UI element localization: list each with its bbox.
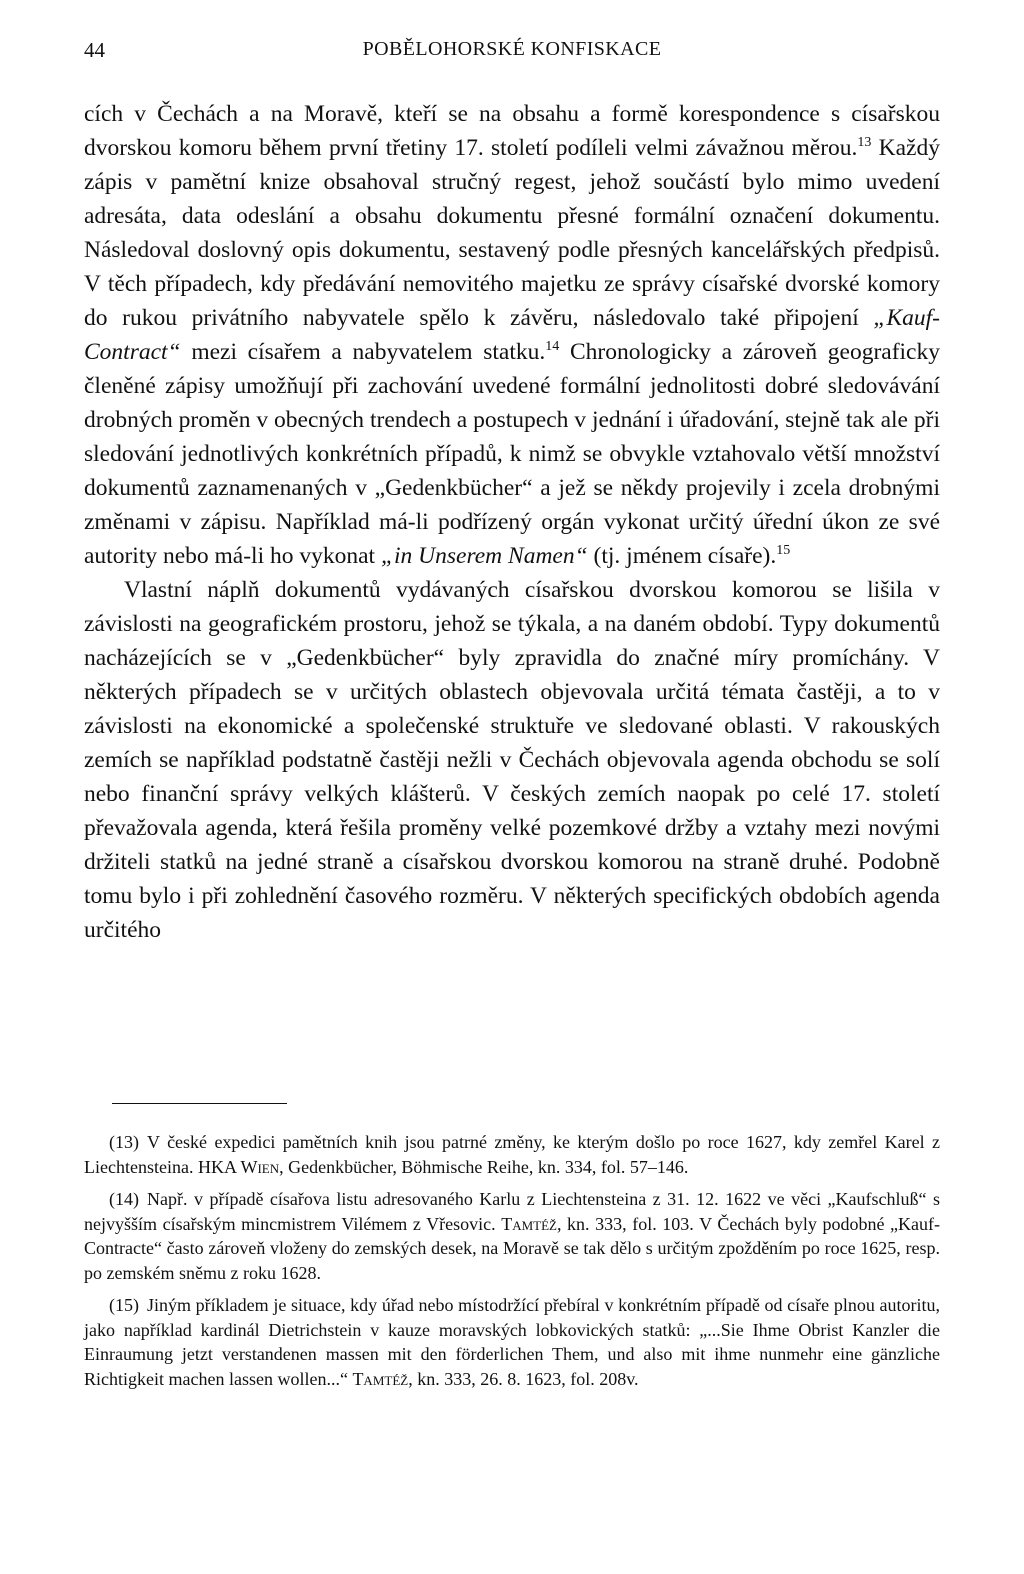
footnotes xyxy=(84,1130,940,1399)
running-head xyxy=(84,38,940,68)
paragraph-2: Vlastní náplň dokumentů vydávaných císařskou dvorskou komorou se lišila v závislosti na geografickém prostoru, jehož se týkala, a na daném období. Typy dokumentů nacházejících se v „Gedenkbücher“ byly zpravidla do značné míry promíchány. V některých případech se v určitých oblastech objevovala určitá témata častěji, a to v závislosti na ekonomické a společenské struktuře ve sledované oblasti. V rakouských zemích se například podstatně častěji nežli v Čechách objevovala agenda obchodu se solí nebo finanční správy velkých klášterů. V českých zemích naopak po celé 17. století převažovala agenda, která řešila proměny velké pozemkové držby a vztahy mezi novými držiteli statků na jedné straně a císařskou dvorskou komorou na straně druhé. Podobně tomu bylo i při zohlednění časového rozměru. V některých specifických obdobích agenda určitého xyxy=(84,577,940,943)
footnote-text: Jiným příkladem je situace, kdy úřad nebo místodržící přebíral v konkrétním případě od císaře plnou autoritu, jako například kardinál Dietrichstein v kauze moravských lobkovických statků: „...Sie Ihme Obrist Kanzler die Einraumung jetzt verstandenen massen mit den förderlichen Them, und also mit ihme nunmehr eine gänzliche Richtigkeit machen lassen wollen...“ xyxy=(84,1295,940,1389)
footnote-ref-14: 14 xyxy=(545,339,560,354)
footnote-text: , Gedenkbücher, Böhmische Reihe, kn. 334, fol. 57–146. xyxy=(279,1156,689,1177)
text-run: mezi císařem a nabyvatelem statku. xyxy=(180,339,546,365)
footnote-number: (14) xyxy=(109,1189,139,1209)
footnote-text: , kn. 333, fol. 103. V Čechách byly podobné „Kauf-Contracte“ často zároveň vloženy do zemských desek, na Moravě se tak dělo s určitým zpožděním po roce 1625, resp. po zemském sněmu z roku 1628. xyxy=(84,1213,941,1283)
text-run: cích v Čechách a na Moravě, kteří se na obsahu a formě korespondence s císařskou dvorskou komoru během první třetiny 17. století podíleli velmi závažnou měrou. xyxy=(84,101,940,161)
footnote-15 xyxy=(84,1293,940,1391)
footnote-separator xyxy=(112,1103,287,1104)
footnote-13 xyxy=(84,1130,940,1179)
footnote-ref-13: 13 xyxy=(857,135,872,150)
running-title: POBĚLOHORSKÉ KONFISKACE xyxy=(362,38,662,60)
footnote-smallcaps: Tamtéž xyxy=(352,1368,409,1389)
footnote-smallcaps: Tamtéž xyxy=(501,1213,557,1234)
footnote-number: (13) xyxy=(109,1132,139,1152)
text-run: Každý zápis v pamětní knize obsahoval stručný regest, jehož součástí bylo mimo uvedení adresáta, data odeslání a obsahu dokumentu přesné formální označení dokumentu. Následoval doslovný opis dokumentu, sestavený podle přesných kancelářských předpisů. V těch případech, kdy předávání nemovitého majetku ze správy císařské dvorské komory do rukou privátního nabyvatele spělo k závěru, následovalo také připojení xyxy=(84,135,940,331)
footnote-14 xyxy=(84,1187,940,1285)
footnote-number: (15) xyxy=(109,1295,139,1315)
main-text xyxy=(84,97,940,947)
footnote-text: Např. v případě císařova listu adresovaného Karlu z Liechtensteina z 31. 12. 1622 ve věci „Kaufschluß“ s nejvyšším císařským mincmistrem Vilémem z Vřesovic. xyxy=(84,1189,940,1234)
text-run: (tj. jménem císaře). xyxy=(587,543,777,569)
footnote-ref-15: 15 xyxy=(776,543,791,558)
footnote-text: , kn. 333, 26. 8. 1623, fol. 208v. xyxy=(408,1368,639,1389)
italic-term-kauf-contract: „Kauf-Contract“ xyxy=(84,305,940,365)
page-number: 44 xyxy=(84,38,105,62)
italic-term-in-unserem-namen: „in Unserem Namen“ xyxy=(380,543,588,569)
footnote-smallcaps: Wien xyxy=(240,1156,280,1177)
footnote-text: V české expedici pamětních knih jsou patrné změny, ke kterým došlo po roce 1627, kdy zemřel Karel z Liechtensteina. HKA xyxy=(84,1132,940,1177)
text-run: Chronologicky a zároveň geograficky členěné zápisy umožňují při zachování uvedené formální jednolitosti dobré sledovávání drobných proměn v obecných trendech a postupech v jednání i úřadování, stejně tak ale při sledování jednotlivých konkrétních případů, k nimž se obvykle vztahovalo větší množství dokumentů zaznamenaných v „Gedenkbücher“ a jež se někdy projevily i zcela drobnými změnami v zápisu. Například má-li podřízený orgán vykonat určitý úřední úkon ze své autority nebo má-li ho vykonat xyxy=(84,339,940,569)
paragraph-1 xyxy=(84,97,940,573)
